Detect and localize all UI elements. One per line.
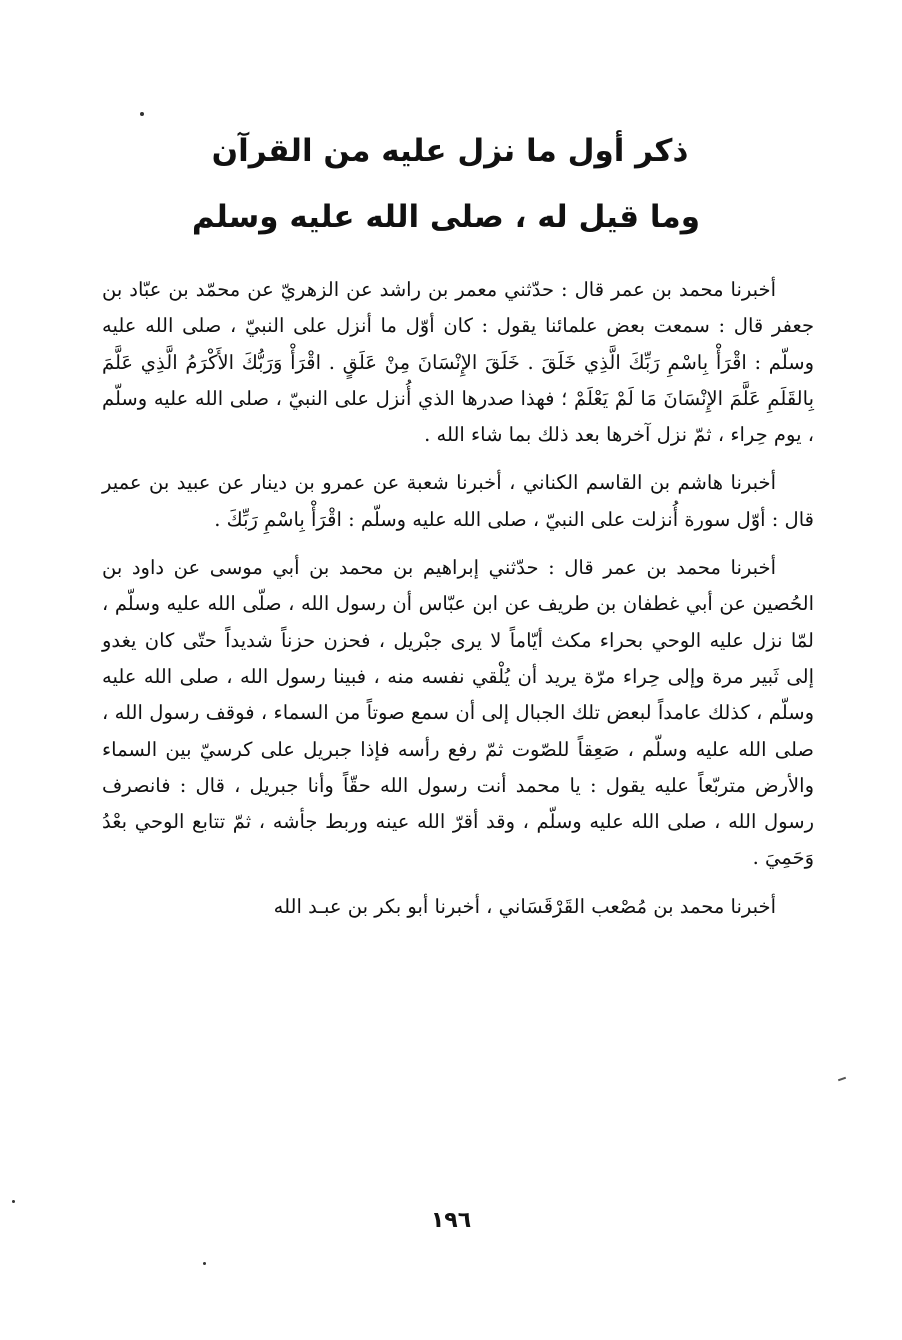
scan-mark (838, 1077, 846, 1082)
paragraph-3: أخبرنا محمد بن عمر قال : حدّثني إبراهيم بن محمد بن أبي موسى عن داود بن الحُصين عن أبي غطفان بن طريف عن ابن عبّاس أن رسول الله ، صلّى الله عليه وسلّم ، لمّا نزل عليه الوحي بحراء مكث أيّاماً لا يرى جبْريل ، فحزن حزناً شديداً حتّى كان يغدو إلى ثَبير مرة وإلى حِراء مرّة يريد أن يُلْقي نفسه منه ، فبينا رسول الله ، صلى الله عليه وسلّم ، كذلك عامداً لبعض تلك الجبال إلى أن سمع صوتاً من السماء ، فوقف رسول الله ، صلى الله عليه وسلّم ، صَعِقاً للصّوت ثمّ رفع رأسه فإذا جبريل على كرسيّ بين السماء والأرض متربّعاً عليه يقول : يا محمد أنت رسول الله حقّاً وأنا جبريل ، قال : فانصرف رسول الله ، صلى الله عليه وسلّم ، وقد أقرّ الله عينه وربط جأشه ، ثمّ تتابع الوحي بعْدُ وَحَمِيَ . (102, 556, 814, 870)
body-text (102, 272, 814, 925)
paragraph-4: أخبرنا محمد بن مُصْعب القَرْقَسَاني ، أخبرنا أبو بكر بن عبـد الله (273, 894, 776, 918)
chapter-heading (191, 118, 700, 250)
scan-speck (12, 1200, 15, 1203)
page-number: ١٩٦ (430, 1208, 472, 1233)
scan-speck (203, 1262, 206, 1265)
chapter-title-line-2: وما قيل له ، صلى الله عليه وسلم (191, 199, 700, 235)
scan-speck (140, 112, 144, 116)
paragraph-1: أخبرنا محمد بن عمر قال : حدّثني معمر بن راشد عن الزهريّ عن محمّد بن عبّاد بن جعفر قال : سمعت بعض علمائنا يقول : كان أوّل ما أنزل على النبيّ ، صلى الله عليه وسلّم : اقْرَأْ بِاسْمِ رَبِّكَ الَّذِي خَلَقَ . خَلَقَ الإِنْسَانَ مِنْ عَلَقٍ . اقْرَأْ وَرَبُّكَ الأَكْرَمُ الَّذِي عَلَّمَ بِالقَلَمِ عَلَّمَ الإِنْسَانَ مَا لَمْ يَعْلَمْ ؛ فهذا صدرها الذي أُنزل على النبيّ ، صلى الله عليه وسلّم ، يوم حِراء ، ثمّ نزل آخرها بعد ذلك بما شاء الله . (102, 278, 814, 447)
chapter-title-line-1: ذكر أول ما نزل عليه من القرآن (211, 133, 689, 169)
paragraph-2: أخبرنا هاشم بن القاسم الكناني ، أخبرنا شعبة عن عمرو بن دينار عن عبيد بن عمير قال : أوّل سورة أُنزلت على النبيّ ، صلى الله عليه وسلّم : اقْرَأْ بِاسْمِ رَبِّكَ . (102, 471, 814, 531)
